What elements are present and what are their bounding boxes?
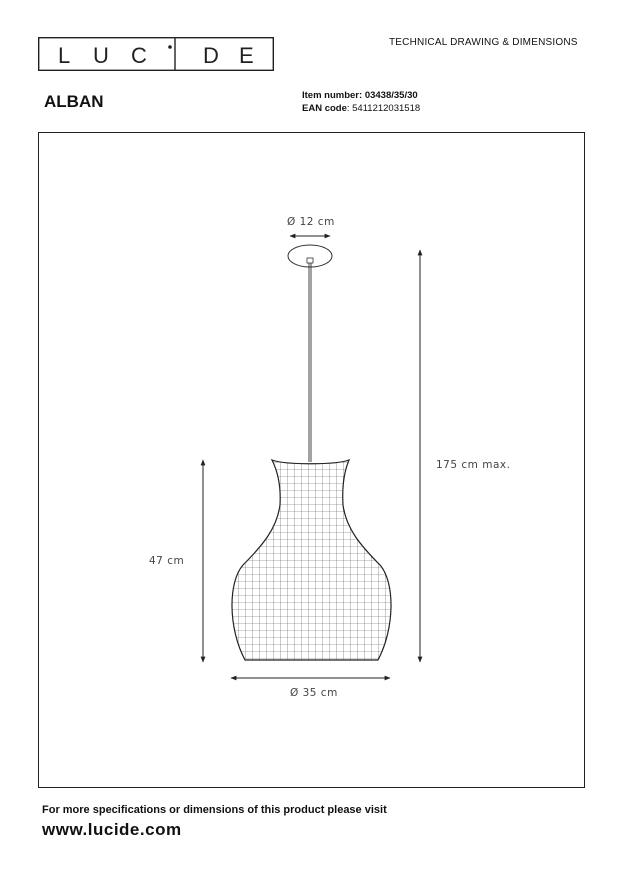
shade-diameter-label: Ø 35 cm <box>290 687 338 699</box>
ean-value: : 5411212031518 <box>346 103 421 114</box>
logo-letter-e: E <box>239 43 254 68</box>
logo-letter-u: U <box>93 43 109 68</box>
canopy-shape <box>288 245 332 267</box>
shade-height-label: 47 cm <box>149 555 185 567</box>
total-height-label: 175 cm max. <box>436 459 511 471</box>
document-type-title: TECHNICAL DRAWING & DIMENSIONS <box>389 37 578 48</box>
product-name: ALBAN <box>44 92 104 111</box>
footer-text: For more specifications or dimensions of this product please visit <box>42 804 387 816</box>
logo-letter-d: D <box>203 43 219 68</box>
woven-shade <box>220 455 400 665</box>
logo-letter-c: C <box>131 43 147 68</box>
logo-letter-l: L <box>58 43 71 68</box>
footer-website-link[interactable]: www.lucide.com <box>42 820 182 839</box>
item-number-value: 03438/35/30 <box>364 90 418 101</box>
item-number-label: Item number: <box>302 90 363 101</box>
ean-label: EAN code <box>302 103 347 114</box>
canopy-diameter-label: Ø 12 cm <box>287 216 335 228</box>
